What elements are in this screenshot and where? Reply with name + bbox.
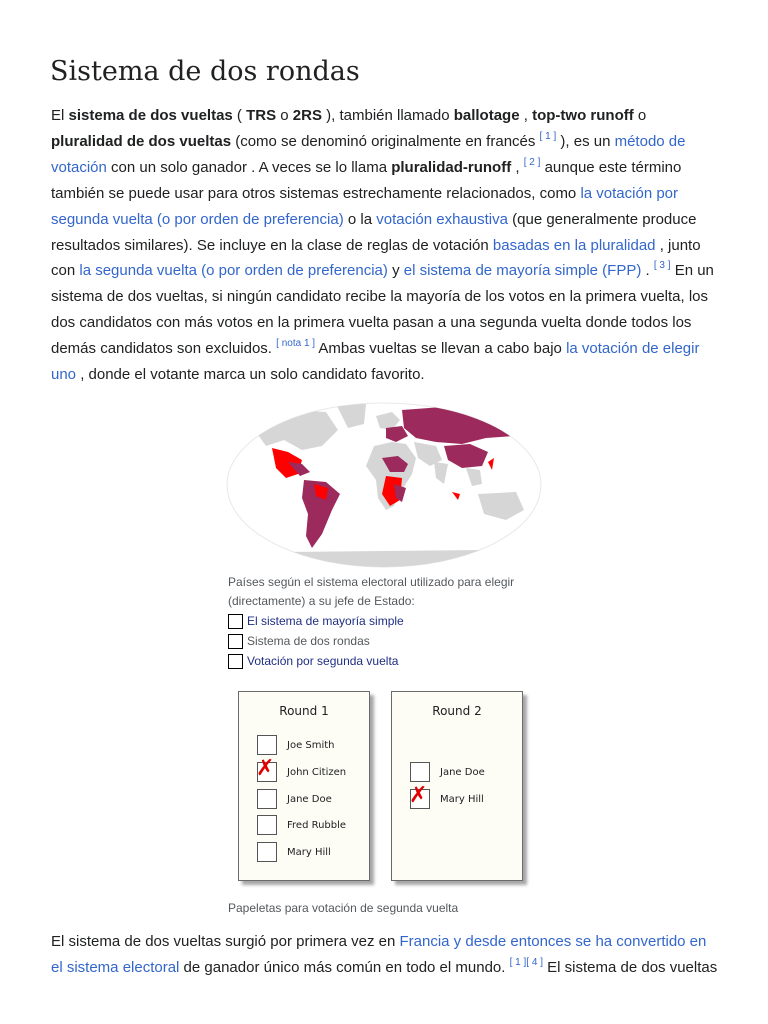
text: ), es un	[556, 132, 615, 150]
text: ,	[519, 107, 533, 124]
text: (que generalmente produce resultados similares). Se incluye en la clase de reglas de votación	[51, 210, 697, 254]
text: con un solo ganador . A veces se lo llama	[106, 158, 392, 176]
reference-link[interactable]: [ 4 ]	[526, 956, 543, 968]
candidate-name: Jane Doe	[287, 793, 332, 805]
legend-link-segunda-vuelta[interactable]: Votación por segunda vuelta	[247, 654, 399, 668]
candidate-name: John Citizen	[287, 766, 347, 778]
legend-swatch	[228, 654, 243, 669]
ballot-checkbox	[410, 762, 430, 782]
candidate-name: Mary Hill	[440, 793, 484, 805]
ballot-option	[409, 783, 484, 809]
ballot-round-2[interactable]	[391, 691, 523, 881]
ballot-checkbox-marked	[409, 783, 430, 809]
link-elegir-uno[interactable]: la votación de elegir uno	[51, 340, 700, 384]
text: El	[51, 107, 69, 124]
legend-item	[228, 651, 404, 671]
ballot-checkbox	[257, 735, 277, 755]
text: , donde el votante marca un solo candidato favorito.	[76, 366, 425, 384]
text: o	[633, 107, 647, 124]
reference-link[interactable]: [ 2 ]	[523, 156, 541, 168]
reference-link[interactable]: [ 3 ]	[653, 260, 671, 272]
legend-label-dos-rondas: Sistema de dos rondas	[247, 634, 370, 648]
ballot-checkbox-marked	[256, 756, 277, 782]
ballot-title: Round 2	[432, 704, 482, 718]
bold-term: 2RS	[292, 107, 322, 124]
link-basadas-pluralidad[interactable]: basadas en la pluralidad	[492, 236, 656, 254]
candidate-name: Mary Hill	[287, 846, 331, 858]
legend-swatch	[228, 614, 243, 629]
link-mayoria-simple[interactable]: el sistema de mayoría simple (FPP)	[403, 262, 642, 280]
bold-term: pluralidad-runoff	[391, 158, 512, 176]
legend-link-mayoria-simple[interactable]: El sistema de mayoría simple	[247, 614, 404, 628]
page-title: Sistema de dos rondas	[50, 56, 360, 87]
map-caption: Países según el sistema electoral utilizado para elegir (directamente) a su jefe de Estado:	[228, 575, 515, 608]
text: de ganador único más común en todo el mundo.	[179, 958, 510, 976]
note-link[interactable]: [ nota 1 ]	[276, 338, 316, 350]
text: , junto con	[51, 236, 701, 280]
ballot-checkbox	[257, 815, 277, 835]
intro-paragraph	[51, 103, 721, 388]
link-francia[interactable]: Francia y desde entonces se ha convertido en el sistema electoral	[51, 933, 707, 976]
world-map-image	[226, 402, 542, 568]
x-mark-icon: ✗	[256, 756, 275, 781]
text: y	[387, 262, 404, 280]
reference-link[interactable]: [ 1 ]	[509, 956, 527, 968]
link-metodo-votacion[interactable]: método de votación	[51, 132, 686, 176]
text: o	[276, 107, 293, 124]
legend-item	[228, 611, 404, 631]
ballot-caption: Papeletas para votación de segunda vuelta	[228, 901, 459, 915]
text: aunque este término también se puede usar para otros sistemas estrechamente relacionados, como	[51, 158, 682, 202]
candidate-name: Fred Rubble	[287, 819, 347, 831]
text: (	[232, 107, 247, 124]
x-mark-icon: ✗	[409, 783, 428, 808]
bold-term: TRS	[246, 107, 277, 124]
bold-term: ballotage	[453, 107, 520, 124]
map-legend	[228, 611, 404, 671]
ballot-option	[257, 842, 331, 862]
text: Ambas vueltas se llevan a cabo bajo	[315, 340, 567, 358]
reference-link[interactable]: [ 1 ]	[539, 130, 557, 142]
text: ), también llamado	[321, 107, 454, 124]
world-map[interactable]	[226, 402, 542, 568]
legend-item	[228, 631, 404, 651]
link-votacion-segunda-vuelta[interactable]: la votación por segunda vuelta (o por orden de preferencia)	[51, 184, 679, 228]
candidate-name: Joe Smith	[287, 739, 335, 751]
ballot-checkbox	[257, 842, 277, 862]
text: .	[641, 262, 654, 280]
text: El sistema de dos vueltas	[542, 958, 718, 976]
ballot-option	[410, 762, 485, 782]
ballot-option	[257, 815, 346, 835]
bold-term: top-two runoff	[532, 107, 634, 124]
text: El sistema de dos vueltas surgió por primera vez en	[51, 933, 400, 950]
history-paragraph	[51, 929, 721, 981]
text: o la	[343, 210, 377, 228]
text: En un sistema de dos vueltas, si ningún candidato recibe la mayoría de los votos en la primera vuelta, los dos candidatos con más votos en la primera vuelta pasan a una segunda vuelta donde todos los demás candidatos son excluidos.	[51, 262, 714, 358]
link-votacion-exhaustiva[interactable]: votación exhaustiva	[376, 210, 508, 228]
ballot-title: Round 1	[279, 704, 329, 718]
ballot-option	[257, 735, 335, 755]
text: ,	[511, 158, 524, 176]
ballot-option	[256, 756, 347, 782]
legend-swatch	[228, 634, 243, 649]
link-segunda-vuelta[interactable]: la segunda vuelta (o por orden de preferencia)	[79, 262, 388, 280]
candidate-name: Jane Doe	[440, 766, 485, 778]
ballot-checkbox	[257, 789, 277, 809]
bold-term: sistema de dos vueltas	[68, 107, 233, 124]
text: (como se denominó originalmente en francés	[231, 132, 540, 150]
ballot-option	[257, 789, 332, 809]
ballot-round-1[interactable]	[238, 691, 370, 881]
bold-term: pluralidad de dos vueltas	[51, 132, 232, 150]
